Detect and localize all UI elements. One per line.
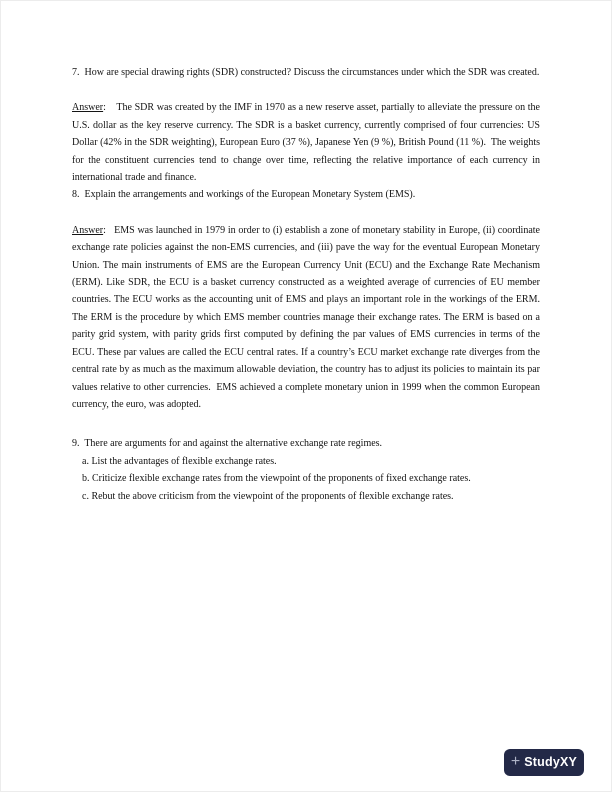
answer-7-label: Answer — [72, 102, 104, 114]
question-8 — [72, 186, 540, 203]
document-content — [1, 1, 611, 505]
question-7-text: 7. How are special drawing rights (SDR) constructed? Discuss the circumstances under which the SDR was created. — [72, 67, 540, 78]
plus-icon: + — [510, 752, 521, 770]
answer-8 — [72, 222, 540, 413]
question-8-text: 8. Explain the arrangements and workings of the European Monetary System (EMS). — [72, 189, 416, 201]
question-9b: b. Criticize flexible exchange rates from the viewpoint of the proponents of fixed exchange rates. — [82, 473, 471, 485]
answer-7 — [72, 99, 540, 186]
answer-7-text: : The SDR was created by the IMF in 1970 as a new reserve asset, partially to alleviate the pressure on the U.S. dollar as the key reserve currency. The SDR is a basket currency, currently comprised of four currencies: US Dollar (42% in the SDR weighting), European Euro (37 %), Japanese Yen (9 %), British Pound (11 %). The weights for the constituent currencies tend to change over time, reflecting the relative importance of each currency in international trade and finance. — [72, 102, 540, 184]
question-9-text: 9. There are arguments for and against the alternative exchange rate regimes. — [72, 438, 383, 450]
studyxy-logo — [504, 749, 584, 776]
answer-8-label: Answer — [72, 224, 104, 236]
question-9c: c. Rebut the above criticism from the viewpoint of the proponents of flexible exchange rates. — [82, 490, 454, 502]
question-9 — [72, 435, 540, 452]
question-7 — [72, 64, 540, 81]
question-9a: a. List the advantages of flexible exchange rates. — [82, 455, 277, 467]
studyxy-logo-text: StudyXY — [524, 754, 578, 769]
answer-8-text: : EMS was launched in 1979 in order to (i) establish a zone of monetary stability in Europe, (ii) coordinate exchange rate policies against the non-EMS currencies, and (iii) pave the way for the eventual European Monetary Union. The main instruments of EMS are the European Currency Unit (ECU) and the Exchange Rate Mechanism (ERM). Like SDR, the ECU is a basket currency constructed as a weighted average of currencies of EU member countries. The ECU works as the accounting unit of EMS and plays an important role in the workings of the ERM. The ERM is the procedure by which EMS member countries manage their exchange rates. The ERM is based on a parity grid system, with parity grids first computed by defining the par values of EMS currencies in terms of the ECU. These par values are called the ECU central rates. If a country’s ECU market exchange rate diverges from the central rate by as much as the maximum allowable deviation, the country has to adjust its policies to maintain its par values relative to other currencies. EMS achieved a complete monetary union in 1999 when the common European currency, the euro, was adopted. — [72, 224, 540, 410]
